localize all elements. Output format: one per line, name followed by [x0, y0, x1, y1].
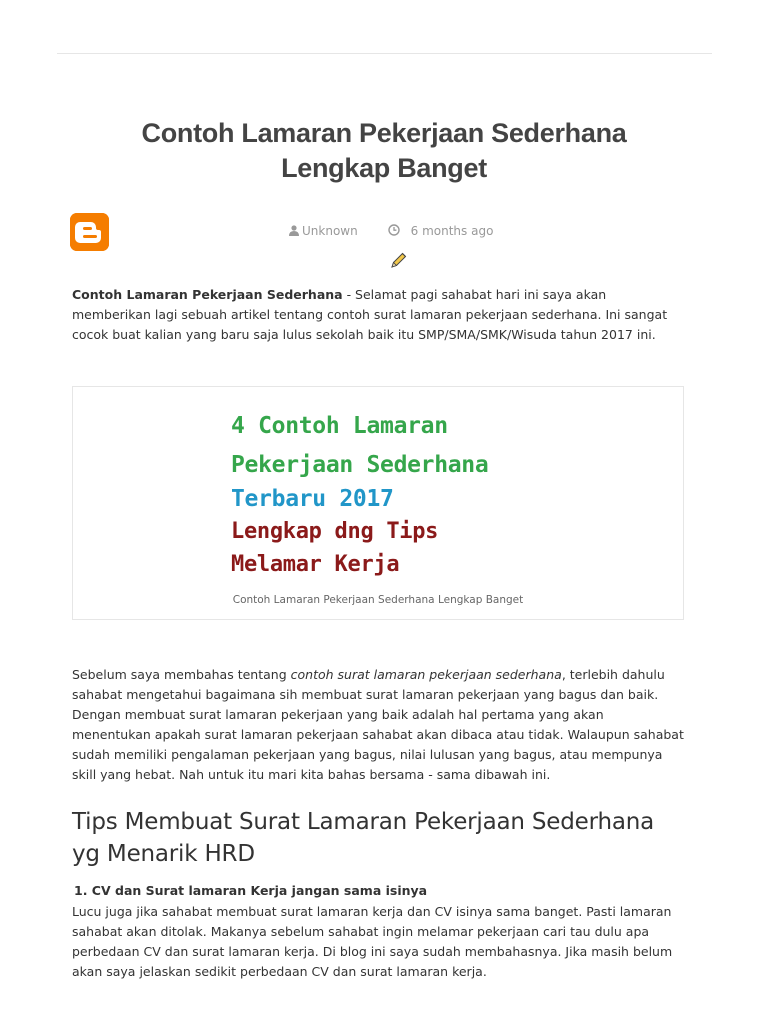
author-name: Unknown — [302, 224, 358, 238]
clock-icon — [388, 224, 400, 236]
pencil-icon[interactable] — [389, 250, 409, 270]
para2-text-end: , terlebih dahulu sahabat mengetahui bagaimana sih membuat surat lamaran pekerjaan yang bagus dan baik. Dengan membuat surat lamaran pekerjaan yang baik adalah hal pertama yang akan menentukan apakah surat lamaran pekerjaan sahabat akan dibaca atau tidak. Walaupun sahabat sudah memiliki pengalaman pekerjaan yang bagus, nilai lulusan yang bagus, atau mempunya skill yang hebat. Nah untuk itu mari kita bahas bersama - sama dibawah ini. — [72, 667, 684, 782]
intro-text: - Selamat pagi sahabat hari ini saya akan memberikan lagi sebuah artikel tentang contoh surat lamaran pekerjaan sederhana. Ini sangat cocok buat kalian yang baru saja lulus sekolah baik itu SMP/SMA/SMK/Wisuda tahun 2017 ini. — [72, 287, 668, 342]
user-icon — [289, 225, 299, 236]
figure-caption: Contoh Lamaran Pekerjaan Sederhana Lengkap Banget — [232, 594, 524, 606]
tip-1-title: 1. CV dan Surat lamaran Kerja jangan sama isinya — [74, 883, 428, 898]
article-figure — [72, 386, 684, 620]
para2-emphasis: contoh surat lamaran pekerjaan sederhana — [290, 667, 562, 682]
section-heading: Tips Membuat Surat Lamaran Pekerjaan Sederhana yg Menarik HRD — [72, 809, 654, 867]
top-divider — [57, 53, 712, 54]
figure-line-3: Terbaru 2017 — [231, 486, 394, 512]
figure-line-2: Pekerjaan Sederhana — [231, 452, 489, 478]
edit-pencil-glyph — [389, 250, 409, 270]
figure-line-5: Melamar Kerja — [231, 552, 400, 577]
post-time: 6 months ago — [410, 224, 494, 238]
figure-line-4: Lengkap dng Tips — [231, 519, 439, 544]
post-title: Contoh Lamaran Pekerjaan Sederhana Lengkap Banget — [141, 118, 627, 183]
figure-line-1: 4 Contoh Lamaran — [231, 413, 448, 439]
post-meta — [0, 224, 768, 242]
tip-1-paragraph: Lucu juga jika sahabat membuat surat lamaran kerja dan CV isinya sama banget. Pasti lamaran sahabat akan ditolak. Makanya sebelum sahabat ingin melamar pekerjaan cari tau dulu apa perbedaan CV dan surat lamaran kerja. Di blog ini saya sudah membahasnya. Jika masih belum akan saya jelaskan sedikit perbedaan CV dan surat lamaran kerja. — [72, 904, 673, 979]
body-paragraph-1 — [72, 665, 686, 785]
post-author[interactable] — [289, 224, 358, 238]
intro-paragraph — [72, 285, 686, 345]
post-date — [388, 224, 493, 238]
intro-keyword: Contoh Lamaran Pekerjaan Sederhana — [72, 287, 343, 302]
para2-text-start: Sebelum saya membahas tentang — [72, 667, 291, 682]
